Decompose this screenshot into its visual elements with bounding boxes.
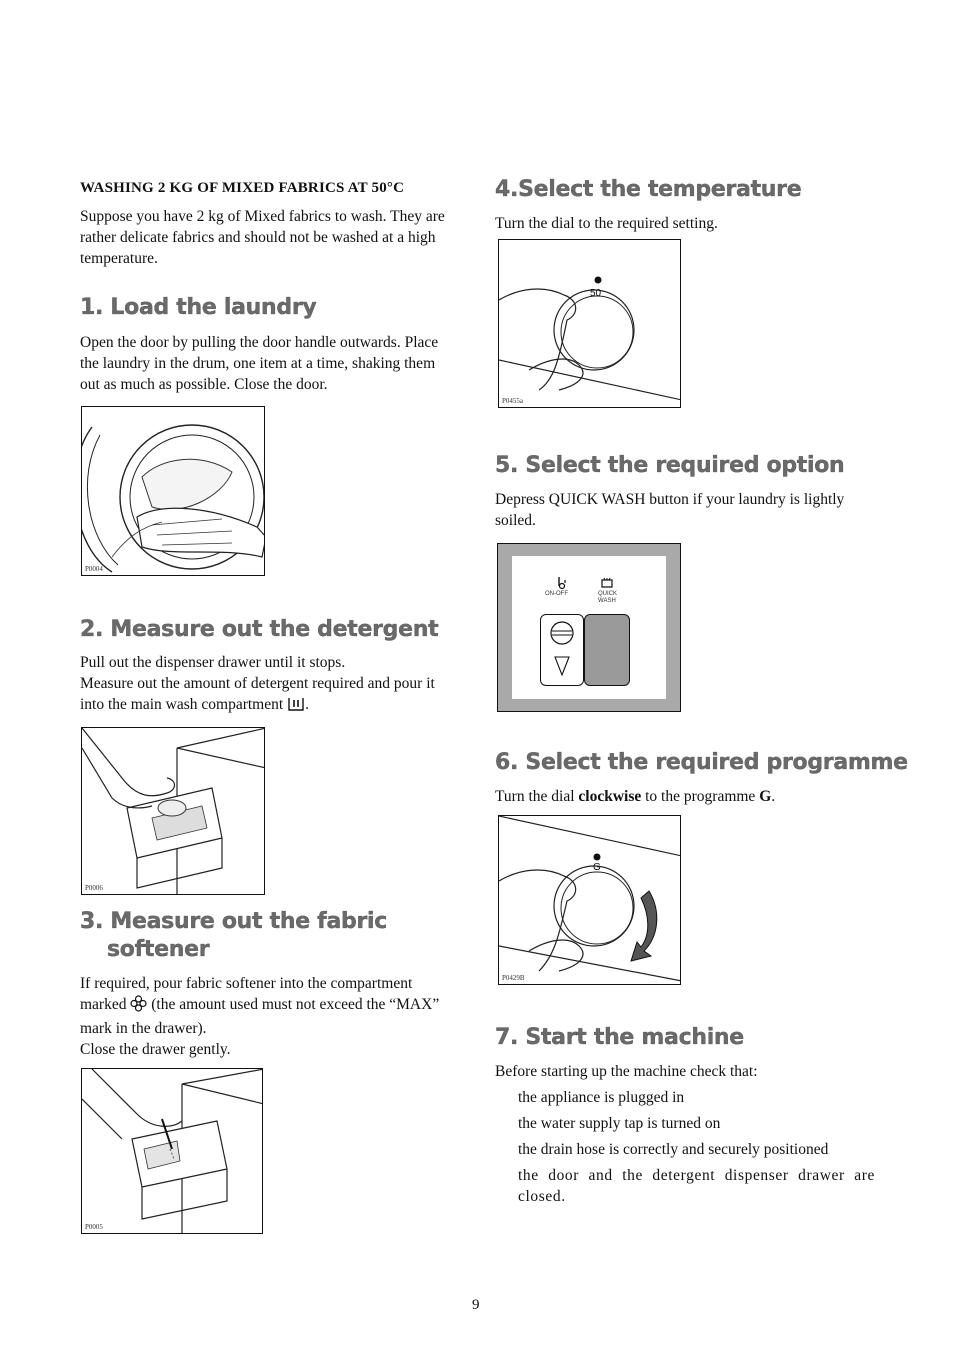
- step7-intro: Before starting up the machine check that:: [495, 1063, 758, 1080]
- dial-setting-label: 50: [590, 288, 602, 299]
- panel-face: [512, 556, 666, 699]
- on-off-icon: [556, 576, 570, 590]
- control-panel-illustration: [497, 543, 681, 712]
- step2-text: [80, 652, 458, 718]
- step3-text: If required, pour fabric softener into the compartment marked (the amount used must not exceed the “MAX” mark in the drawer). Close the drawer gently.: [80, 975, 440, 1058]
- intro-title: WASHING 2 KG OF MIXED FABRICS AT 50°C: [80, 180, 405, 196]
- step1-heading: 1. Load the laundry: [80, 295, 317, 320]
- figure-code: P0005: [85, 1223, 103, 1231]
- step3-heading-line1: 3. Measure out the fabric: [80, 909, 387, 934]
- step2-line1: Pull out the dispenser drawer until it stops.: [80, 654, 346, 671]
- figure-code: P0004: [85, 565, 103, 573]
- step7-heading: 7. Start the machine: [495, 1025, 744, 1050]
- checklist: [518, 1087, 875, 1212]
- dial-programme-label: G: [593, 862, 601, 873]
- temperature-dial-illustration: [498, 239, 681, 408]
- list-item: the appliance is plugged in: [518, 1089, 685, 1106]
- fabric-softener-icon: [130, 995, 147, 1018]
- step6-text: Turn the dial clockwise to the programme G.: [495, 788, 776, 805]
- detergent-drawer-illustration: [81, 727, 265, 895]
- figure-code: P0455a: [502, 397, 523, 405]
- list-item: the water supply tap is turned on: [518, 1115, 721, 1132]
- programme-dial-illustration: [498, 815, 681, 985]
- step4-heading: 4.Select the temperature: [495, 177, 802, 202]
- step2-heading: 2. Measure out the detergent: [80, 617, 439, 642]
- main-wash-compartment-icon: [287, 696, 305, 718]
- figure-code: P0429B: [502, 974, 525, 982]
- step5-text: Depress QUICK WASH button if your laundry is lightly soiled.: [495, 491, 845, 529]
- list-item: the door and the detergent dispenser drawer are closed.: [518, 1167, 875, 1205]
- step6-heading: 6. Select the required programme: [495, 750, 908, 775]
- figure-code: P0006: [85, 884, 103, 892]
- softener-drawer-illustration: [81, 1068, 263, 1234]
- list-item: the drain hose is correctly and securely positioned: [518, 1141, 829, 1158]
- quick-wash-icon: [600, 577, 614, 589]
- quick-wash-button[interactable]: [584, 614, 630, 686]
- step3-heading-line2: softener: [107, 937, 210, 962]
- on-off-button[interactable]: [540, 614, 584, 686]
- quick-wash-label: QUICK WASH: [598, 591, 618, 604]
- step2-line2: Measure out the amount of detergent required and pour it into the main wash compartment .: [80, 673, 458, 718]
- load-laundry-illustration: [81, 406, 265, 576]
- step1-text: Open the door by pulling the door handle outwards. Place the laundry in the drum, one item at a time, shaking them out as much as possible. Close the door.: [80, 334, 439, 393]
- intro-text: Suppose you have 2 kg of Mixed fabrics to wash. They are rather delicate fabrics and should not be washed at a high temperature.: [80, 208, 445, 267]
- page-number: 9: [472, 1297, 480, 1313]
- on-off-label: ON-OFF: [545, 591, 568, 597]
- step5-heading: 5. Select the required option: [495, 453, 845, 478]
- step4-text: Turn the dial to the required setting.: [495, 215, 718, 232]
